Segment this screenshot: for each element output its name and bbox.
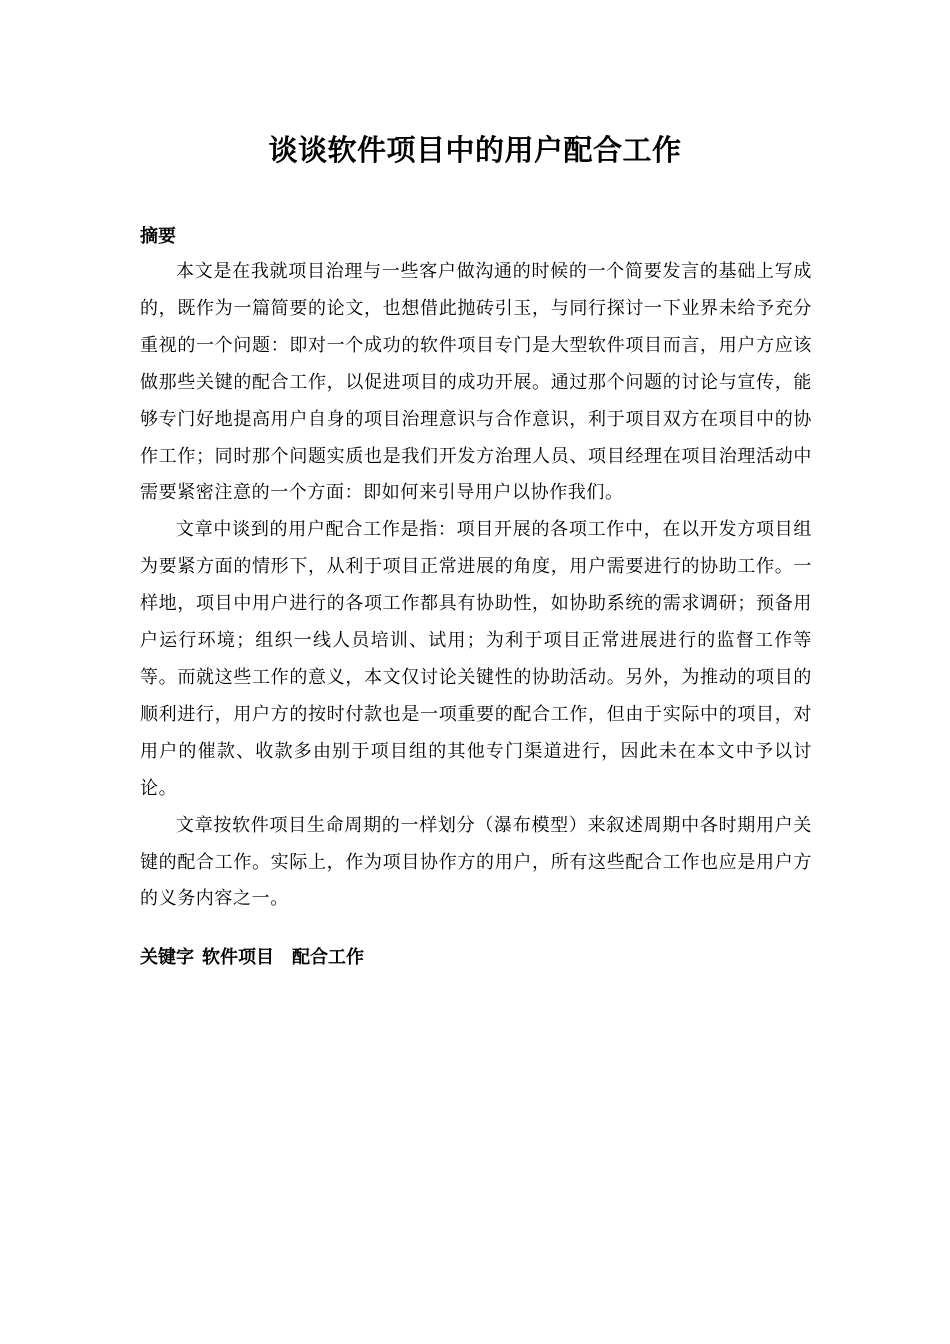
keywords-label: 关键字	[140, 947, 194, 968]
keywords-line	[140, 944, 382, 972]
abstract-body	[140, 254, 812, 918]
abstract-paragraph-1: 本文是在我就项目治理与一些客户做沟通的时候的一个简要发言的基础上写成的，既作为一篇简要的论文，也想借此抛砖引玉，与同行探讨一下业界未给予充分重视的一个问题：即对一个成功的软件项目专门是大型软件项目而言，用户方应该做那些关键的配合工作，以促进项目的成功开展。通过那个问题的讨论与宣传，能够专门好地提高用户自身的项目治理意识与合作意识，利于项目双方在项目中的协作工作；同时那个问题实质也是我们开发方治理人员、项目经理在项目治理活动中需要紧密注意的一个方面：即如何来引导用户以协作我们。	[140, 261, 812, 504]
keyword-2: 配合工作	[292, 947, 364, 968]
keyword-1: 软件项目	[202, 947, 274, 968]
abstract-heading: 摘要	[140, 226, 176, 247]
document-title: 谈谈软件项目中的用户配合工作	[268, 133, 682, 167]
abstract-paragraph-3: 文章按软件项目生命周期的一样划分（瀑布模型）来叙述周期中各时期用户关键的配合工作。实际上，作为项目协作方的用户，所有这些配合工作也应是用户方的义务内容之一。	[140, 814, 812, 910]
abstract-paragraph-2: 文章中谈到的用户配合工作是指：项目开展的各项工作中，在以开发方项目组为要紧方面的情形下，从利于项目正常进展的角度，用户需要进行的协助工作。一样地，项目中用户进行的各项工作都具有协助性，如协助系统的需求调研；预备用户运行环境；组织一线人员培训、试用；为利于项目正常进展进行的监督工作等等。而就这些工作的意义，本文仅讨论关键性的协助活动。另外，为推动的项目的顺利进行，用户方的按时付款也是一项重要的配合工作，但由于实际中的项目，对用户的催款、收款多由别于项目组的其他专门渠道进行，因此未在本文中予以讨论。	[140, 519, 812, 799]
